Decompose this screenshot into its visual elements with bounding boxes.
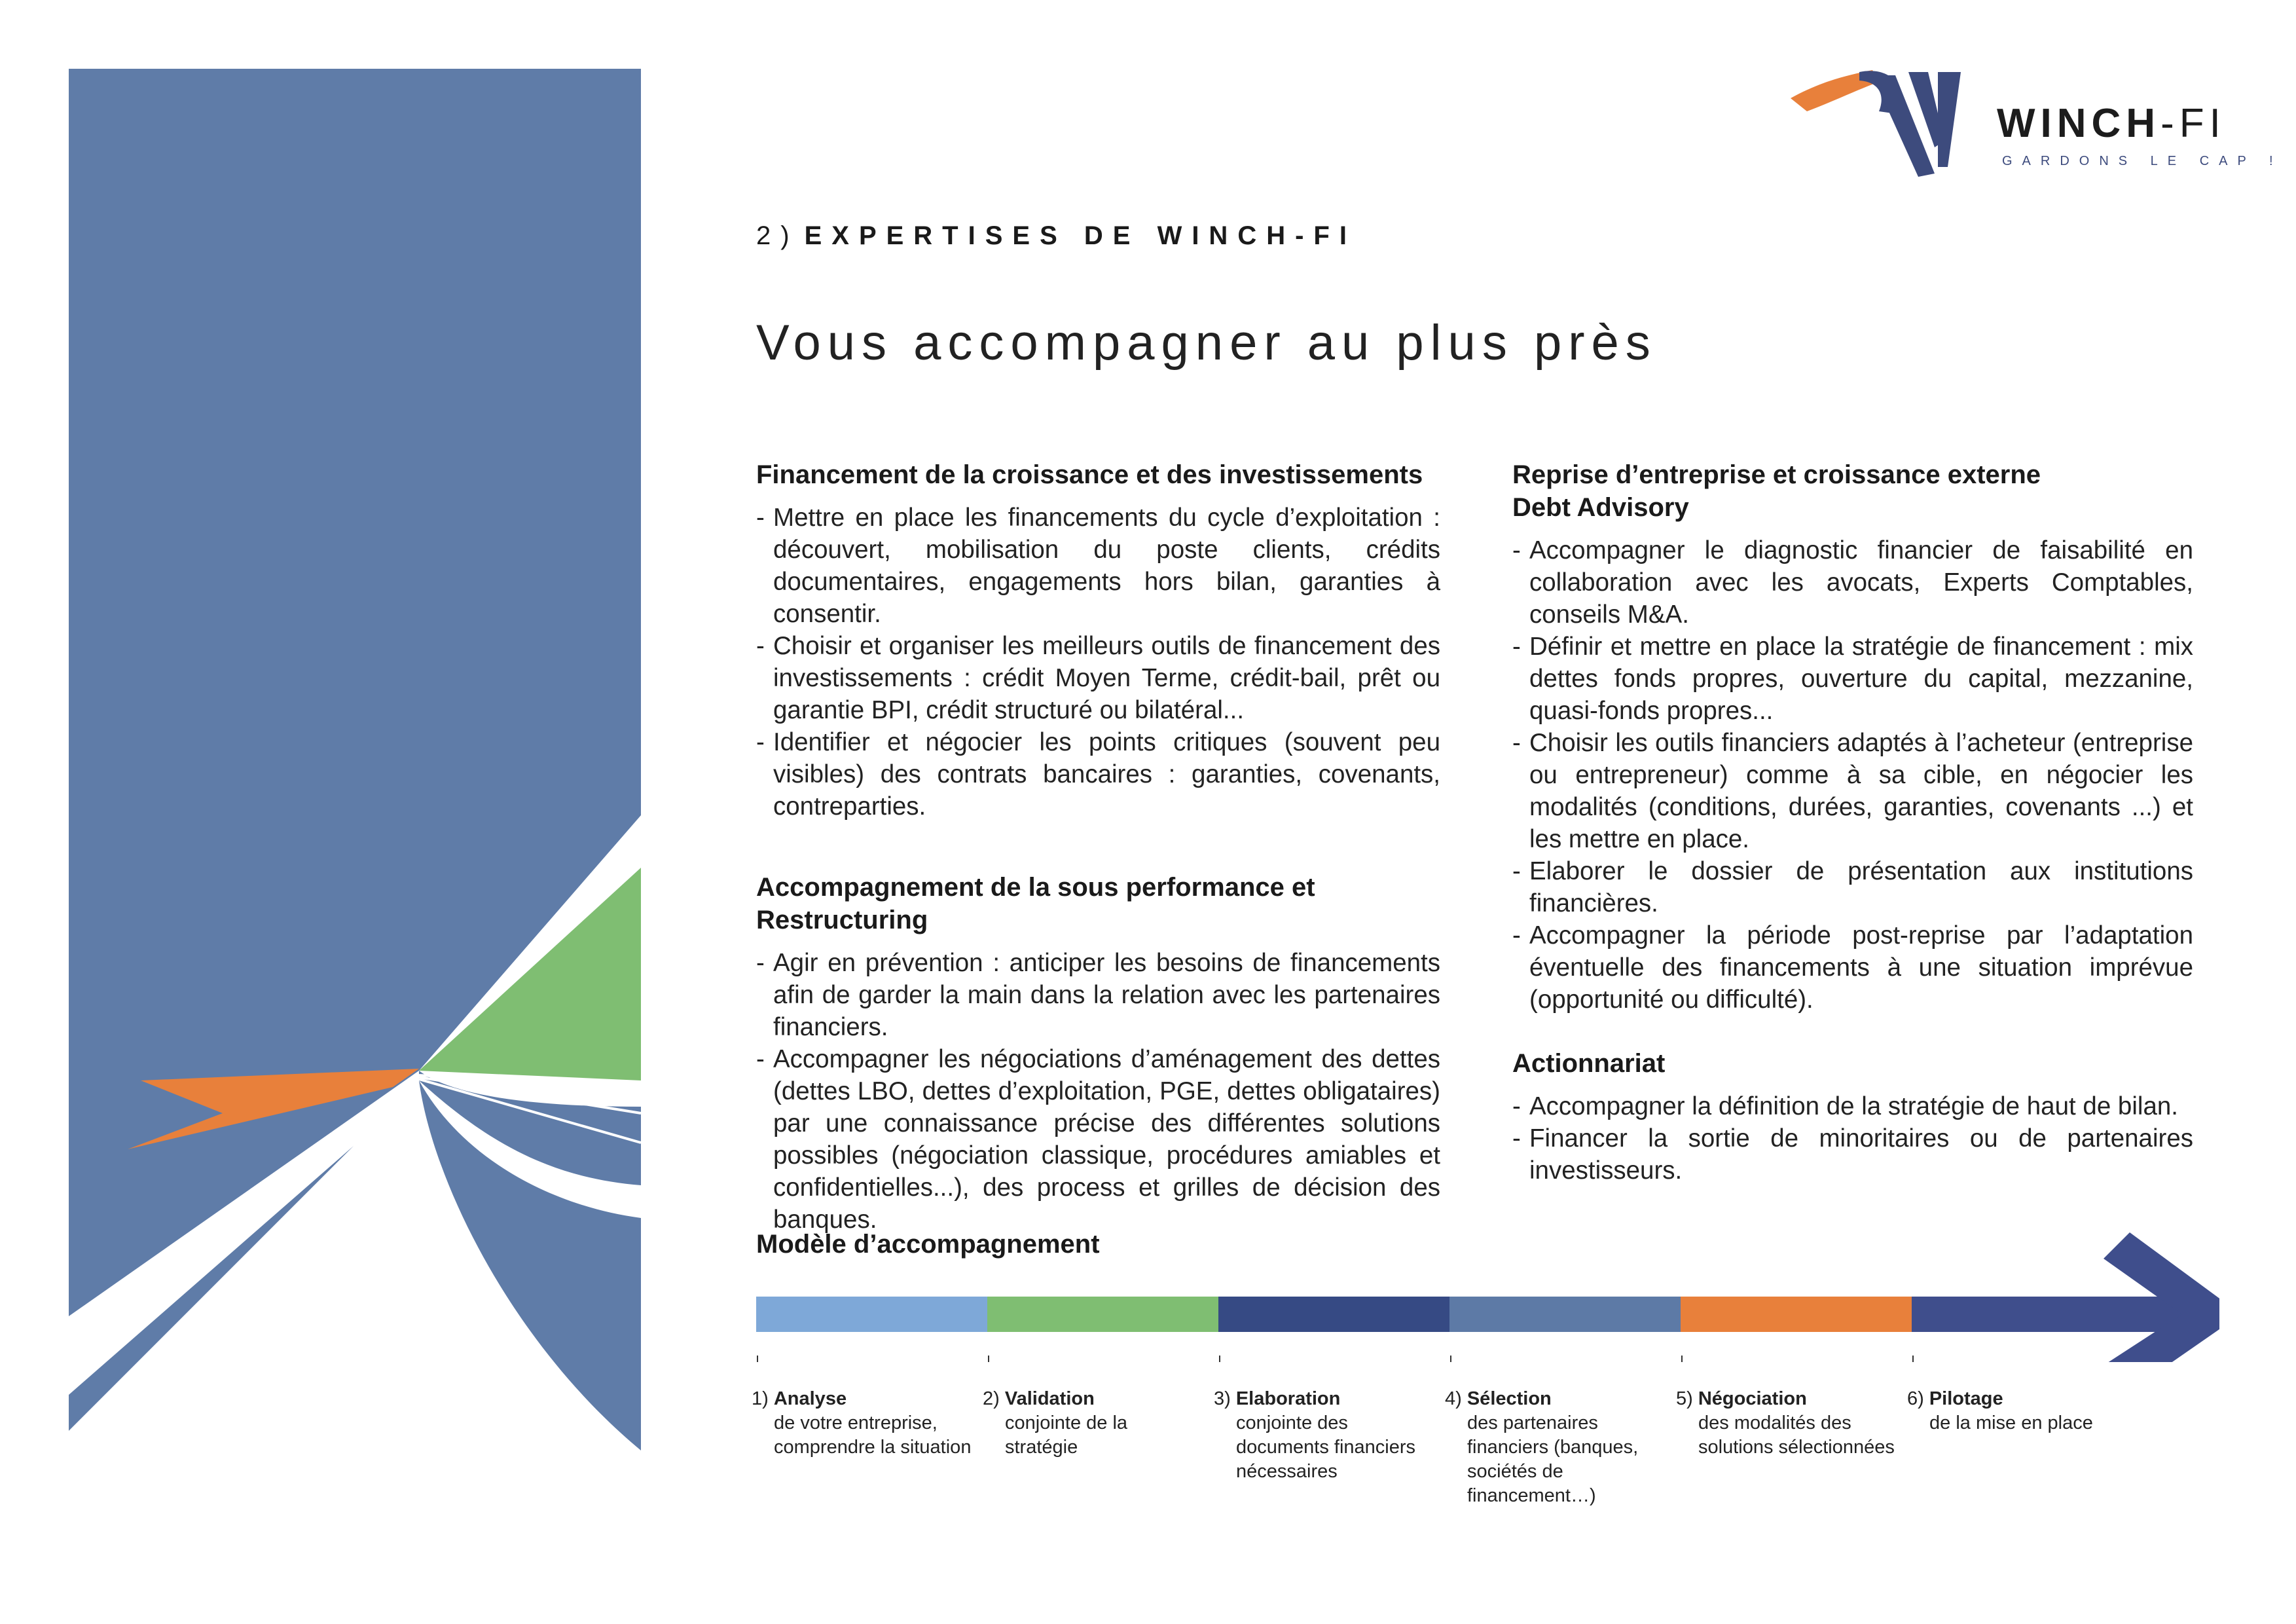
- section-heading: Actionnariat: [1512, 1049, 1666, 1078]
- step-title: [983, 1387, 1205, 1411]
- process-segment: [1218, 1297, 1450, 1332]
- step-name: Pilotage: [1929, 1388, 2003, 1409]
- section-heading: Accompagnement de la sous performance et Restructuring: [756, 873, 1315, 934]
- section-heading: Financement de la croissance et des investissements: [756, 460, 1423, 489]
- list-item: - Agir en prévention : anticiper les besoins de financements afin de garder la main dans la relation avec les partenaires financiers.: [756, 947, 1440, 1043]
- step-title: [1445, 1387, 1667, 1411]
- process-segment: [756, 1297, 988, 1332]
- section-reprise: [1512, 458, 2193, 1016]
- process-arrow: [746, 1231, 2219, 1362]
- section-restructuring: [756, 871, 1440, 1236]
- process-step: [983, 1387, 1205, 1460]
- section-title: [756, 221, 1357, 251]
- winch-logo-mark-icon: [1781, 62, 1990, 193]
- process-step: [1445, 1387, 1667, 1508]
- process-step: [1214, 1387, 1436, 1484]
- step-name: Négociation: [1698, 1388, 1807, 1409]
- step-title: [1907, 1387, 2130, 1411]
- step-name: Sélection: [1467, 1388, 1552, 1409]
- decorative-sail-artwork: [0, 0, 655, 1624]
- list-item: - Elaborer le dossier de présentation aux institutions financières.: [1512, 855, 2193, 919]
- right-column: [1512, 458, 2193, 1235]
- list-item: - Mettre en place les financements du cycle d’exploitation : découvert, mobilisation du poste clients, crédits documentaires, engagements hors bilan, garanties à consentir.: [756, 502, 1440, 630]
- process-step: [752, 1387, 974, 1460]
- section-number: 2): [756, 221, 799, 250]
- list-item: - Choisir les outils financiers adaptés à l’acheteur (entreprise ou entrepreneur) comme à sa cible, en négocier les modalités (conditions, durées, garanties, covenants ...) et les mettre en place.: [1512, 727, 2193, 855]
- step-description: des modalités des solutions sélectionnées: [1698, 1412, 1895, 1458]
- list-item: - Accompagner le diagnostic financier de faisabilité en collaboration avec les avocats, Experts Comptables, conseils M&A.: [1512, 534, 2193, 631]
- list-item: - Accompagner les négociations d’aménagement des dettes (dettes LBO, dettes d’exploitation, PGE, dettes obligataires) par une connaissance précise des différentes solutions possibles (négociation classique, procédures amiables et confidentielles...), des process et grilles de décision des banques.: [756, 1043, 1440, 1236]
- step-number: 3): [1214, 1388, 1236, 1409]
- list-item: - Définir et mettre en place la stratégie de financement : mix dettes fonds propres, ouverture du capital, mezzanine, quasi-fonds propres...: [1512, 631, 2193, 727]
- process-step: [1907, 1387, 2130, 1435]
- step-title: [1214, 1387, 1436, 1411]
- process-segment: [1681, 1297, 1912, 1332]
- process-step: [1676, 1387, 1899, 1460]
- step-title: [752, 1387, 974, 1411]
- step-name: Analyse: [773, 1388, 847, 1409]
- step-number: 6): [1907, 1388, 1929, 1409]
- list-item: - Identifier et négocier les points critiques (souvent peu visibles) des contrats bancaires : garanties, covenants, contreparties.: [756, 726, 1440, 822]
- step-description: conjointe des documents financiers nécessaires: [1236, 1412, 1416, 1482]
- model-title: Modèle d’accompagnement: [756, 1230, 1100, 1259]
- brand-name: WINCH-FI: [1997, 101, 2226, 146]
- list-item: - Accompagner la définition de la stratégie de haut de bilan.: [1512, 1090, 2193, 1122]
- step-number: 4): [1445, 1388, 1467, 1409]
- step-description: conjointe de la stratégie: [1005, 1412, 1128, 1458]
- step-number: 5): [1676, 1388, 1698, 1409]
- step-description: de la mise en place: [1929, 1412, 2093, 1433]
- section-heading: Reprise d’entreprise et croissance externe Debt Advisory: [1512, 460, 2041, 522]
- step-title: [1676, 1387, 1899, 1411]
- list-item: - Choisir et organiser les meilleurs outils de financement des investissements : crédit Moyen Terme, crédit-bail, prêt ou garantie BPI, crédit structuré ou bilatéral...: [756, 630, 1440, 726]
- step-description: des partenaires financiers (banques, sociétés de financement…): [1467, 1412, 1639, 1506]
- step-description: de votre entreprise, comprendre la situation: [774, 1412, 972, 1458]
- brand-logo: [1781, 62, 2283, 193]
- page-title: Vous accompagner au plus près: [756, 315, 1657, 371]
- step-name: Elaboration: [1235, 1388, 1341, 1409]
- section-financement: [756, 458, 1440, 822]
- list-item: - Financer la sortie de minoritaires ou de partenaires investisseurs.: [1512, 1122, 2193, 1187]
- step-name: Validation: [1004, 1388, 1095, 1409]
- brand-tagline: GARDONS LE CAP !: [2002, 154, 2283, 168]
- step-number: 1): [752, 1388, 774, 1409]
- section-actionnariat: [1512, 1047, 2193, 1187]
- left-column: [756, 458, 1440, 1284]
- step-number: 2): [983, 1388, 1005, 1409]
- section-title-text: EXPERTISES DE WINCH-FI: [804, 221, 1357, 250]
- process-segment: [1449, 1297, 1681, 1332]
- list-item: - Accompagner la période post-reprise par l’adaptation éventuelle des financements à une situation imprévue (opportunité ou difficulté).: [1512, 919, 2193, 1016]
- process-segments: [756, 1232, 2219, 1362]
- process-segment: [987, 1297, 1219, 1332]
